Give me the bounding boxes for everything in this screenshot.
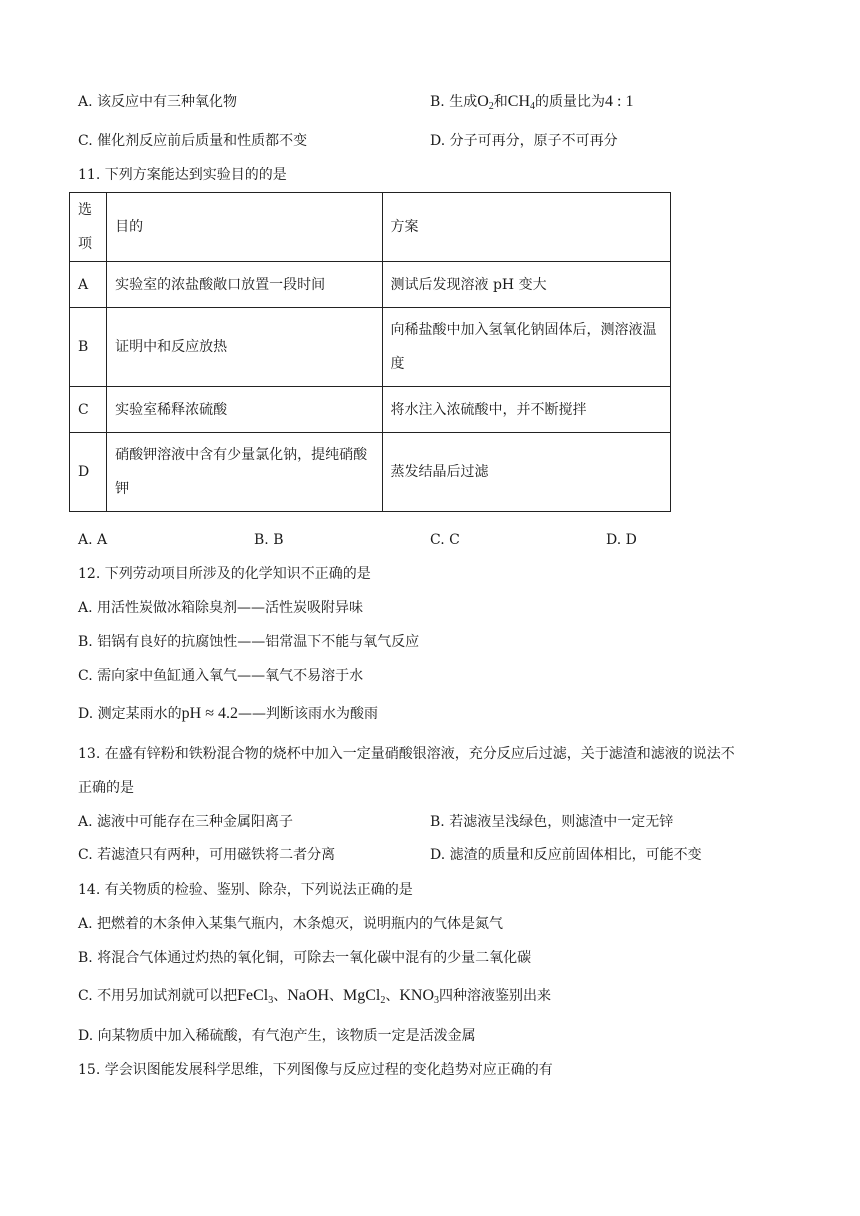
q11-choice-b: B. B (254, 532, 284, 548)
q13-option-d: D. 滤渣的质量和反应前固体相比，可能不变 (430, 847, 702, 863)
q12-option-d: D. 测定某雨水的pH ≈ 4.2——判断该雨水为酸雨 (78, 705, 378, 722)
table-row: B 证明中和反应放热 向稀盐酸中加入氢氧化钠固体后，测溶液温度 (70, 308, 671, 387)
header-plan: 方案 (382, 193, 671, 262)
table-header-row (70, 193, 671, 262)
q12-option-b: B. 铝锅有良好的抗腐蚀性——铝常温下不能与氧气反应 (78, 634, 420, 650)
q11-stem: 11. 下列方案能达到实验目的的是 (78, 167, 287, 183)
q11-choice-d: D. D (606, 532, 637, 548)
q10-option-a: A. 该反应中有三种氧化物 (78, 94, 238, 110)
table-row: A 实验室的浓盐酸敞口放置一段时间 测试后发现溶液 pH 变大 (70, 262, 671, 308)
header-goal: 目的 (107, 193, 382, 262)
q14-option-d: D. 向某物质中加入稀硫酸，有气泡产生，该物质一定是活泼金属 (78, 1028, 476, 1044)
q13-option-a: A. 滤液中可能存在三种金属阳离子 (78, 814, 294, 830)
q14-option-c: C. 不用另加试剂就可以把FeCl$_3$、NaOH、MgCl$_2$、$KNO_3$四种溶液鉴别出来 (78, 987, 552, 1006)
q10-option-d: D. 分子可再分，原子不可再分 (430, 133, 618, 149)
table-row: C 实验室稀释浓硫酸 将水注入浓硫酸中，并不断搅拌 (70, 387, 671, 433)
q11-choice-c: C. C (430, 532, 460, 548)
q15-stem: 15. 学会识图能发展科学思维，下列图像与反应过程的变化趋势对应正确的有 (78, 1062, 553, 1078)
q13-option-c: C. 若滤渣只有两种，可用磁铁将二者分离 (78, 847, 336, 863)
q13-stem-line1: 13. 在盛有锌粉和铁粉混合物的烧杯中加入一定量硝酸银溶液，充分反应后过滤，关于滤渣和滤液的说法不 (78, 746, 735, 762)
q10-option-b: B. 生成$O_2$和$CH_4$的质量比为4 : 1 (430, 93, 634, 112)
q11-choice-a: A. A (78, 532, 108, 548)
q12-option-c: C. 需向家中鱼缸通入氧气——氧气不易溶于水 (78, 668, 364, 684)
q12-stem: 12. 下列劳动项目所涉及的化学知识不正确的是 (78, 566, 371, 582)
q14-option-a: A. 把燃着的木条伸入某集气瓶内，木条熄灭，说明瓶内的气体是氮气 (78, 916, 504, 932)
q12-option-a: A. 用活性炭做冰箱除臭剂——活性炭吸附异味 (78, 600, 364, 616)
q14-option-b: B. 将混合气体通过灼热的氧化铜，可除去一氧化碳中混有的少量二氧化碳 (78, 950, 532, 966)
q13-option-b: B. 若滤液呈浅绿色，则滤渣中一定无锌 (430, 814, 674, 830)
q11-table (69, 192, 671, 512)
q13-stem-line2: 正确的是 (78, 780, 134, 796)
header-option: 选项 (70, 193, 107, 262)
q10-option-c: C. 催化剂反应前后质量和性质都不变 (78, 133, 308, 149)
table-row: D 硝酸钾溶液中含有少量氯化钠，提纯硝酸钾 蒸发结晶后过滤 (70, 433, 671, 512)
q14-stem: 14. 有关物质的检验、鉴别、除杂，下列说法正确的是 (78, 882, 413, 898)
